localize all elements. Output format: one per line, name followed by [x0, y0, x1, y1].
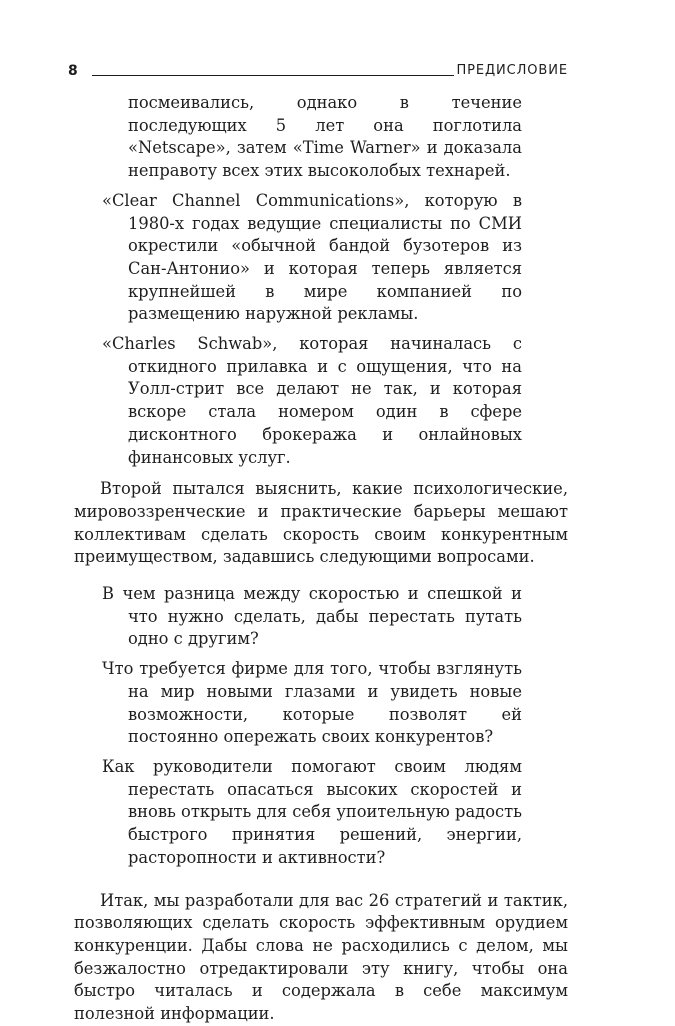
list-item: Как руководители помогают своим людям перестать опасаться высоких скоростей и вновь открыть для себя упоительную радость быстрого принятия решений, энергии, расторопности и активности? — [102, 756, 522, 867]
header-rule — [92, 75, 454, 76]
questions-list — [74, 583, 522, 869]
paragraph: Второй пытался выяснить, какие психологические, мировоззренческие и практические барьеры мешают коллективам сделать скорость своим конкурентным преимуществом, задавшись следующими вопросами. — [74, 479, 568, 567]
page-number: 8 — [68, 63, 79, 79]
list-item: Что требуется фирме для того, чтобы взглянуть на мир новыми глазами и увидеть новые возможности, которые позволят ей постоянно опережать своих конкурентов? — [102, 659, 522, 747]
list-item: «Charles Schwab», которая начиналась с откидного прилавка и с ощущения, что на Уолл-стрит все делают не так, и которая вскоре стала номером один в сфере дисконтного брокеража и онлайновых финансовых услуг. — [102, 334, 522, 467]
page-body — [74, 92, 568, 1026]
paragraph: Итак, мы разработали для вас 26 стратегий и тактик, позволяющих сделать скорость эффективным орудием конкуренции. Дабы слова не расходились с делом, мы безжалостно отредактировали эту книгу, чтобы она быстро читалась и содержала в себе максимум полезной информации. — [74, 890, 568, 1024]
section-title: ПРЕДИСЛОВИЕ — [456, 63, 568, 78]
list-item: В чем разница между скоростью и спешкой и что нужно сделать, дабы перестать путать одно с другим? — [102, 584, 522, 649]
list-item: «Clear Channel Communications», которую в 1980-х годах ведущие специалисты по СМИ окрестили «обычной бандой бузотеров из Сан-Антонио» и которая теперь является крупнейшей в мире компанией по размещению наружной рекламы. — [102, 190, 522, 324]
examples-list — [74, 92, 522, 469]
running-header — [68, 60, 568, 84]
list-item: посмеивались, однако в течение последующих 5 лет она поглотила «Netscape», затем «Time Warner» и доказала неправоту всех этих высоколобых технарей. — [128, 93, 522, 181]
